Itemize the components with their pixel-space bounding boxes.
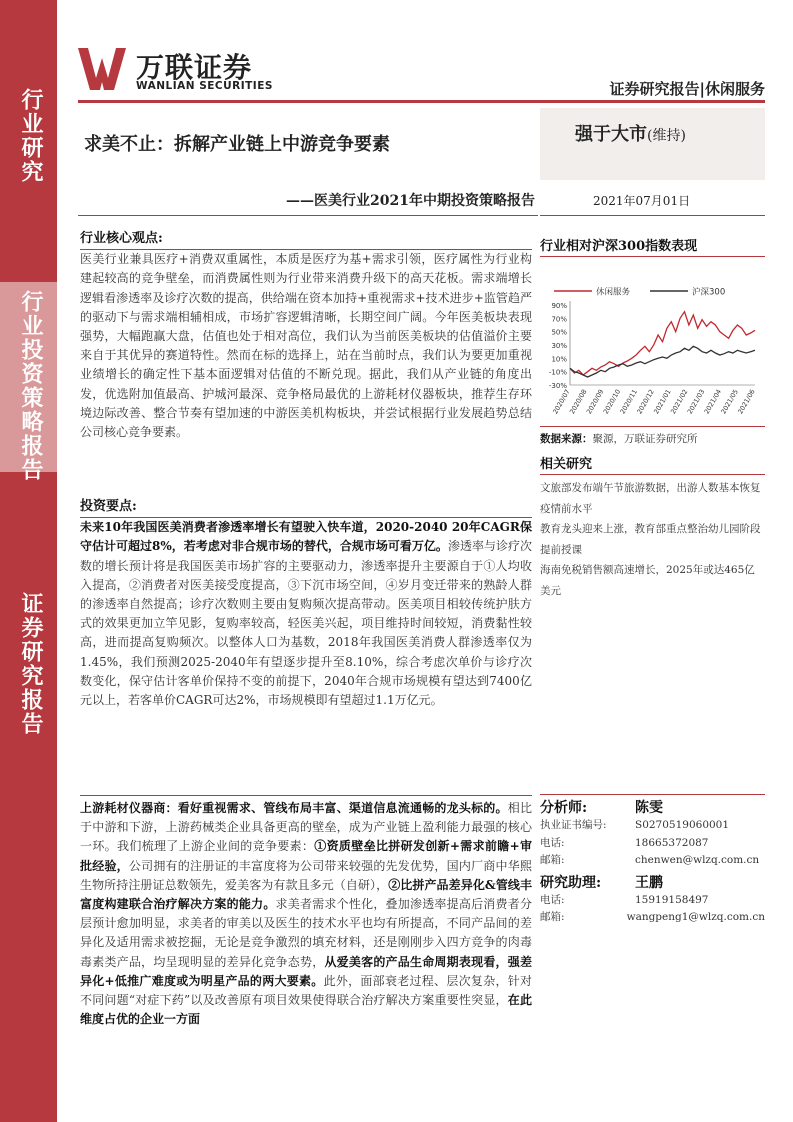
upstream-body-3: 求美者需求个性化，叠加渗透率提高后消费者分层预计愈加明显，求美者的审美以及医生的技术水平也均有所提高，不同产品间的差异化及适用需求被挖掘，无论是竞争激烈的填充材料，还是刚刚步入四方竞争的肉毒毒素类产品，均呈现明显的差异化竞争态势，: [80, 897, 532, 969]
investment-body: 渗透率与诊疗次数的增长预计将是我国医美市场扩容的主要驱动力，渗透率提升主要源自于①人均收入提高，②消费者对医美接受度提高，③下沉市场空间，④岁月变迁带来的熟龄人群的渗透率自然提高；诊疗次数则主要由复购频次提高带动。医美项目相较传统护肤方式的效果更加立竿见影，复购率较高，轻医美兴起，项目维持时间较短，消费黏性较高，进而提高复购频次。以整体人口为基数，2018年我国医美消费人群渗透率仅为1.45%，我们预测2025-2040年有望逐步提升至8.10%，综合考虑次单价与诊疗次数变化，保守估计客单价保持不变的前提下，2040年合规市场规模有望达到7400亿元以上，若客单价CAGR可达2%，市场规模即有望超过1.1万亿元。: [80, 539, 532, 708]
legend-label: 休闲服务: [596, 287, 631, 298]
email2-row: [540, 909, 765, 927]
related-research-heading: 相关研究: [540, 457, 593, 472]
upstream-body-1: 相比于中游和下游，上游药械类企业具备更高的壁垒，成为产业链上盈利能力最强的核心一环。我们梳理了上游企业间的竞争要素：: [80, 801, 532, 854]
chart-source-rule: [540, 426, 765, 427]
email-label: 邮箱:: [540, 854, 565, 866]
y-tick-label: 70%: [551, 315, 567, 324]
email-row: [540, 852, 765, 870]
sidebar-tab-securities-report: 证券研究报告: [18, 592, 43, 736]
phone-number: 18665372087: [635, 836, 709, 849]
investment-text: [80, 518, 532, 710]
investment-bold-lead: 未来10年我国医美消费者渗透率增长有望驶入快车道，2020-2040 20年CAGR保守估计可超过8%，若考虑对非合规市场的替代，合规市场可看万亿。: [80, 520, 532, 554]
email2-label: 邮箱:: [540, 911, 565, 923]
y-tick-label: -30%: [548, 382, 567, 390]
investment-heading: 投资要点:: [80, 499, 137, 514]
phone2-label: 电话:: [540, 893, 565, 906]
core-view-section: [80, 229, 532, 442]
title-divider: [78, 215, 538, 216]
phone2-number: 15919158497: [635, 893, 709, 906]
cert-row: [540, 817, 765, 835]
x-tick-label: 2020/10: [601, 388, 623, 416]
phone-label: 电话:: [540, 836, 565, 849]
x-tick-label: 2021/05: [719, 388, 740, 416]
logo-english-name: WANLIAN SECURITIES: [136, 80, 273, 92]
x-tick-label: 2021/03: [685, 388, 707, 416]
related-item[interactable]: 文旅部发布端午节旅游数据，出游人数基本恢复疫情前水平: [540, 482, 761, 515]
page-title: 求美不止：拆解产业链上中游竞争要素: [84, 134, 390, 155]
upstream-bold-2: ②比拼产品差异化&管线丰富度构建联合治疗解决方案的能力。: [80, 877, 532, 912]
sidebar-tab-industry-research: 行业研究: [18, 88, 43, 184]
cert-label: 执业证书编号:: [540, 819, 607, 831]
page-subtitle: ——医美行业2021年中期投资策略报告: [286, 193, 535, 209]
y-tick-label: 90%: [551, 302, 567, 310]
report-date: 2021年07月01日: [593, 194, 691, 208]
upstream-rule: [80, 795, 532, 796]
upstream-bold-3: 从爱美客的产品生命周期表现看，强差异化+低推广难度或为明星产品的两大要素。: [80, 954, 532, 988]
x-tick-label: 2020/11: [618, 388, 640, 416]
header-divider: [78, 100, 765, 103]
related-list: [540, 478, 765, 601]
chart-source: [540, 431, 765, 446]
upstream-bold-lead: 上游耗材仪器商：看好重视需求、管线布局丰富、渠道信息流通畅的龙头标的。: [80, 801, 508, 815]
x-tick-label: 2020/12: [635, 388, 656, 416]
cert-number: S0270519060001: [635, 819, 730, 831]
rating-note: (维持): [647, 128, 686, 144]
logo-chinese-name: 万联证券: [136, 51, 253, 84]
chart-source-text: 聚源，万联证券研究所: [592, 433, 698, 445]
x-tick-label: 2021/04: [702, 388, 724, 416]
x-tick-label: 2021/01: [652, 388, 673, 416]
chart-title: 行业相对沪深300指数表现: [540, 239, 698, 254]
contacts-rule: [540, 794, 765, 795]
related-item[interactable]: 海南免税销售额高速增长，2025年或达465亿美元: [540, 564, 755, 597]
x-tick-label: 2020/09: [584, 388, 606, 416]
report-type: 证券研究报告|休闲服务: [609, 80, 765, 98]
upstream-section: [80, 794, 532, 1029]
x-tick-label: 2020/07: [551, 388, 572, 416]
legend-label: 沪深300: [692, 287, 726, 298]
wanlian-logo-icon: [78, 44, 126, 92]
assistant-name: 王鹏: [635, 874, 663, 891]
analyst-row: [540, 797, 765, 817]
assistant-row: [540, 872, 765, 892]
upstream-text: [80, 799, 532, 1029]
upstream-body-2: 公司拥有的注册证的丰富度将为公司带来较强的先发优势，国内厂商中华熙生物所持注册证总数领先，爱美客为有款且多元（自研），: [80, 858, 532, 892]
performance-chart: [540, 257, 765, 417]
email-address[interactable]: chenwen@wlzq.com.cn: [635, 854, 760, 866]
upstream-body-4: 此外，面部衰老过程、层次复杂，针对不同问题“对症下药”以及改善原有项目效果使得联合治疗解决方案重要性突显，: [80, 973, 532, 1008]
y-tick-label: 10%: [551, 355, 567, 364]
investment-section: [80, 497, 532, 710]
chart-source-label: 数据来源：: [540, 433, 593, 445]
x-tick-label: 2021/06: [736, 388, 757, 416]
rating-value: 强于大市: [575, 124, 647, 145]
core-view-text: 医美行业兼具医疗+消费双重属性，本质是医疗为基+需求引领，医疗属性为行业构建起较高的竞争壁垒，而消费属性则为行业带来消费升级下的高天花板。需求端增长逻辑看渗透率及诊疗次数的提高，供给端在资本加持+重视需求+技术进步+监管趋严的驱动下与需求端相辅相成，市场扩容逻辑清晰，长期空间广阔。今年医美板块表现强势，大幅跑赢大盘，估值也处于相对高位，我们认为当前医美板块的估值溢价主要来自于其优异的赛道特性。然而在标的选择上，站在当前时点，我们认为要更加重视业绩增长的确定性下基本面逻辑对估值的不断兑现。据此，我们从产业链的角度出发，优选附加值最高、护城河最深、竞争格局最优的上游耗材仪器板块，推荐生存环境边际改善、整合节奏有望加速的中游医美机构板块，并尝试根据行业发展趋势总结公司核心竞争要素。: [80, 252, 532, 440]
title-divider-right: [540, 215, 765, 216]
email2-address[interactable]: wangpeng1@wlzq.com.cn: [626, 911, 765, 923]
upstream-bold-1: ①资质壁垒比拼研发创新+需求前瞻+审批经验，: [80, 839, 532, 873]
phone-row: [540, 835, 765, 853]
core-view-heading: 行业核心观点:: [80, 231, 163, 246]
chart-section: [540, 235, 765, 446]
upstream-bold-4: 在此维度占优的企业一方面: [80, 993, 532, 1027]
related-research-section: [540, 453, 765, 601]
rating-label: [575, 120, 686, 146]
analyst-label: 分析师:: [540, 800, 588, 816]
x-tick-label: 2020/08: [568, 388, 589, 416]
assistant-label: 研究助理:: [540, 874, 602, 891]
series-line-leisure: [570, 312, 755, 375]
y-tick-label: -10%: [548, 368, 567, 377]
y-tick-label: 30%: [551, 342, 567, 350]
series-line-csi300: [570, 346, 755, 377]
related-item[interactable]: 教育龙头迎来上涨，教育部重点整治幼儿园阶段提前授课: [540, 523, 761, 556]
sidebar-tab-strategy-report: 行业投资策略报告: [18, 290, 43, 482]
y-tick-label: 50%: [551, 328, 567, 337]
x-tick-label: 2021/02: [669, 388, 690, 416]
related-research-rule: [540, 474, 765, 475]
analyst-name: 陈雯: [635, 800, 663, 816]
contacts-section: [540, 794, 765, 927]
phone2-row: [540, 892, 765, 910]
